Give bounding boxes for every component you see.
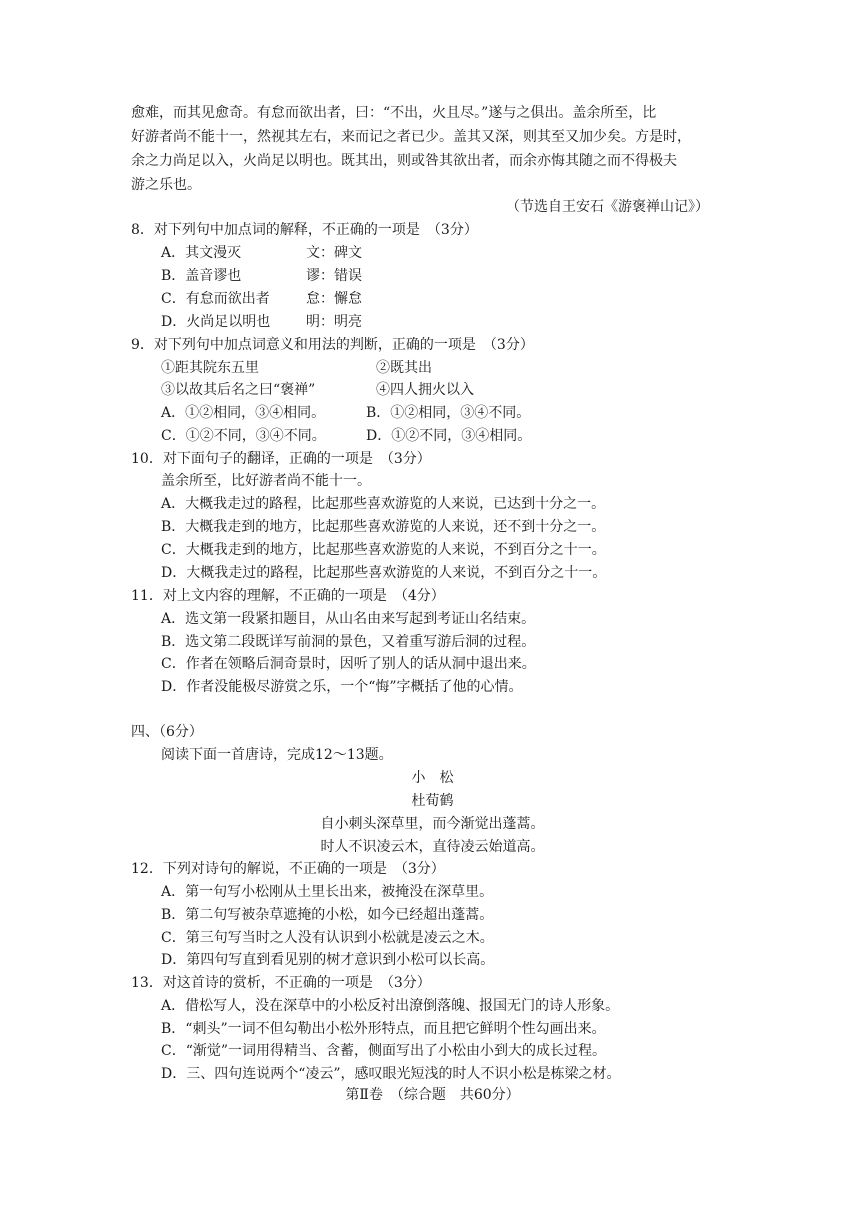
passage-line: 游之乐也。 — [131, 177, 201, 193]
question-13-stem: 13．对这首诗的赏析，不正确的一项是 （3分） — [131, 975, 431, 991]
q10-option-d: D．大概我走过的路程，比起那些喜欢游览的人来说，不到百分之十一。 — [161, 565, 607, 581]
q13-option-b: B．“刺头”一词不但勾勒出小松外形特点，而且把它鲜明个性勾画出来。 — [161, 1021, 606, 1037]
q8-option-c: C．有怠而欲出者 — [161, 291, 270, 307]
question-9-stem: 9．对下列句中加点词意义和用法的判断，正确的一项是 （3分） — [131, 337, 534, 353]
q12-option-c: C．第三句写当时之人没有认识到小松就是凌云之木。 — [161, 930, 494, 946]
question-12-stem: 12．下列对诗句的解说，不正确的一项是 （3分） — [131, 861, 445, 877]
q8-option-b-gloss: 谬：错误 — [306, 268, 362, 284]
q13-option-d: D．三、四句连说两个“凌云”，感叹眼光短浅的时人不识小松是栋梁之材。 — [161, 1066, 621, 1082]
question-11-stem: 11．对上文内容的理解，不正确的一项是 （4分） — [131, 588, 445, 604]
q9-item-4: ④四人拥火以入 — [376, 382, 474, 398]
q9-option-b: B．①②相同，③④不同。 — [366, 405, 531, 421]
q9-option-d: D．①②不同，③④相同。 — [366, 428, 532, 444]
part-2-title: 第Ⅱ卷 （综合题 共60分） — [345, 1087, 520, 1103]
q9-item-1: ①距其院东五里 — [161, 360, 259, 376]
q12-option-d: D．第四句写直到看见别的树才意识到小松可以长高。 — [161, 952, 495, 968]
q10-sentence: 盖余所至，比好游者尚不能十一。 — [161, 473, 371, 489]
section-4-heading: 四、（6分） — [131, 724, 203, 740]
q10-option-b: B．大概我走到的地方，比起那些喜欢游览的人来说，还不到十分之一。 — [161, 519, 606, 535]
section-4-instruction: 阅读下面一首唐诗，完成12～13题。 — [161, 747, 393, 763]
q11-option-c: C．作者在领略后洞奇景时，因听了别人的话从洞中退出来。 — [161, 656, 536, 672]
q8-option-d-gloss: 明：明亮 — [306, 314, 362, 330]
q8-option-a-gloss: 文：碑文 — [306, 245, 362, 261]
q9-item-2: ②既其出 — [376, 360, 432, 376]
q8-option-c-gloss: 怠：懈怠 — [306, 291, 362, 307]
poem-line: 时人不识凌云木，直待凌云始道高。 — [320, 839, 545, 855]
q12-option-b: B．第二句写被杂草遮掩的小松，如今已经超出蓬蒿。 — [161, 907, 494, 923]
q12-option-a: A．第一句写小松刚从土里长出来，被掩没在深草里。 — [161, 884, 494, 900]
passage-line: 余之力尚足以入，火尚足以明也。既其出，则或咎其欲出者，而余亦悔其随之而不得极夫 — [131, 153, 677, 169]
q10-option-a: A．大概我走过的路程，比起那些喜欢游览的人来说，已达到十分之一。 — [161, 496, 606, 512]
q9-item-3: ③以故其后名之曰“褒禅” — [161, 382, 316, 398]
passage-source: （节选自王安石《游褒禅山记》） — [506, 199, 709, 215]
q8-option-b: B．盖音谬也 — [161, 268, 242, 284]
q11-option-d: D．作者没能极尽游赏之乐，一个“悔”字概括了他的心情。 — [161, 679, 523, 695]
question-8-stem: 8．对下列句中加点词的解释，不正确的一项是 （3分） — [131, 222, 478, 238]
q9-option-a: A．①②相同，③④相同。 — [161, 405, 326, 421]
q10-option-c: C．大概我走到的地方，比起那些喜欢游览的人来说，不到百分之十一。 — [161, 542, 606, 558]
q11-option-b: B．选文第二段既详写前洞的景色，又着重写游后洞的过程。 — [161, 634, 536, 650]
q8-option-d: D．火尚足以明也 — [161, 314, 271, 330]
poem-line: 自小刺头深草里，而今渐觉出蓬蒿。 — [320, 816, 545, 832]
q13-option-c: C．“渐觉”一词用得精当、含蓄，侧面写出了小松由小到大的成长过程。 — [161, 1043, 607, 1059]
poem-title: 小 松 — [411, 770, 454, 786]
q11-option-a: A．选文第一段紧扣题目，从山名由来写起到考证山名结束。 — [161, 611, 536, 627]
passage-line: 愈难，而其见愈奇。有怠而欲出者，曰：“不出，火且尽。”遂与之俱出。盖余所至，比 — [131, 105, 657, 121]
poem-author: 杜荀鹤 — [411, 793, 454, 809]
question-10-stem: 10．对下面句子的翻译，正确的一项是 （3分） — [131, 451, 431, 467]
q8-option-a: A．其文漫灭 — [161, 245, 242, 261]
passage-line: 好游者尚不能十一，然视其左右，来而记之者已少。盖其又深，则其至又加少矣。方是时， — [131, 129, 691, 145]
q13-option-a: A．借松写人，没在深草中的小松反衬出潦倒落魄、报国无门的诗人形象。 — [161, 998, 620, 1014]
q9-option-c: C．①②不同，③④不同。 — [161, 428, 326, 444]
